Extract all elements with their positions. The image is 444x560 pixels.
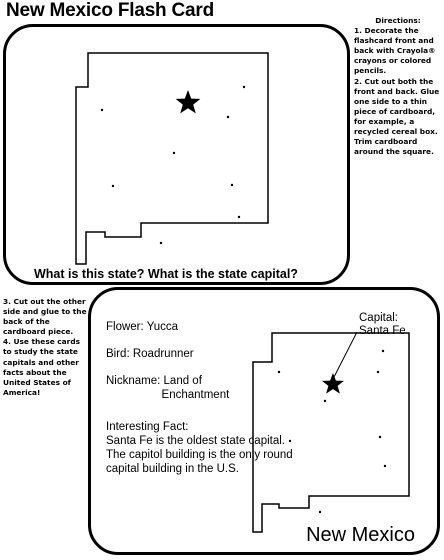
flashcard-front	[3, 24, 350, 285]
fact-interesting	[106, 420, 296, 476]
city-dot	[173, 152, 175, 154]
direction-step: 3. Cut out the other side and glue to the back of the cardboard piece.	[3, 297, 87, 337]
flower-value: Yucca	[146, 321, 179, 333]
city-dot	[278, 371, 280, 373]
city-dot	[384, 465, 386, 467]
direction-step: 4. Use these cards to study the state capitals and other facts about the United States of America!	[3, 337, 81, 397]
city-dot	[379, 436, 381, 438]
flower-label: Flower:	[106, 321, 144, 333]
city-dot	[377, 371, 379, 373]
directions-block	[354, 16, 442, 157]
direction-step: 2. Cut out both the front and back. Glue one side to a thin piece of cardboard, for example, a recycled cereal box. Trim cardboard around the square.	[354, 76, 440, 157]
nickname-label: Nickname:	[106, 375, 161, 387]
city-dot	[319, 511, 321, 513]
city-dot	[382, 350, 384, 352]
city-dot	[101, 109, 103, 111]
nickname-line-2: Enchantment	[161, 389, 230, 401]
directions-heading: Directions:	[375, 16, 421, 25]
city-dot	[324, 400, 326, 402]
fact-bird	[106, 347, 194, 361]
city-dot	[243, 86, 245, 88]
nickname-value	[161, 374, 230, 402]
interesting-text: Santa Fe is the oldest state capital. The capitol building is the only round capital building in the U.S.	[106, 435, 293, 475]
interesting-heading: Interesting Fact:	[106, 421, 189, 433]
city-dot	[227, 116, 229, 118]
new-mexico-map-front	[6, 27, 347, 282]
city-dot	[112, 185, 114, 187]
capital-callout	[359, 312, 406, 338]
nickname-line-1: Land of	[163, 375, 202, 387]
bird-label: Bird:	[106, 348, 130, 360]
directions-continued	[3, 297, 87, 398]
city-dot	[238, 216, 240, 218]
capital-label: Capital:	[359, 312, 398, 324]
bird-value: Roadrunner	[132, 348, 194, 360]
state-outline	[76, 53, 268, 264]
fact-flower	[106, 320, 178, 334]
state-name: New Mexico	[306, 524, 415, 546]
capital-value: Santa Fe	[359, 325, 406, 337]
direction-step: 1. Decorate the flashcard front and back with Crayola® crayons or colored pencils.	[354, 26, 436, 76]
city-dot	[160, 242, 162, 244]
page-title: New Mexico Flash Card	[6, 0, 215, 21]
city-dot	[231, 184, 233, 186]
fact-nickname	[106, 374, 229, 402]
flashcard-back	[88, 287, 440, 555]
front-question: What is this state? What is the state capital?	[34, 267, 298, 281]
